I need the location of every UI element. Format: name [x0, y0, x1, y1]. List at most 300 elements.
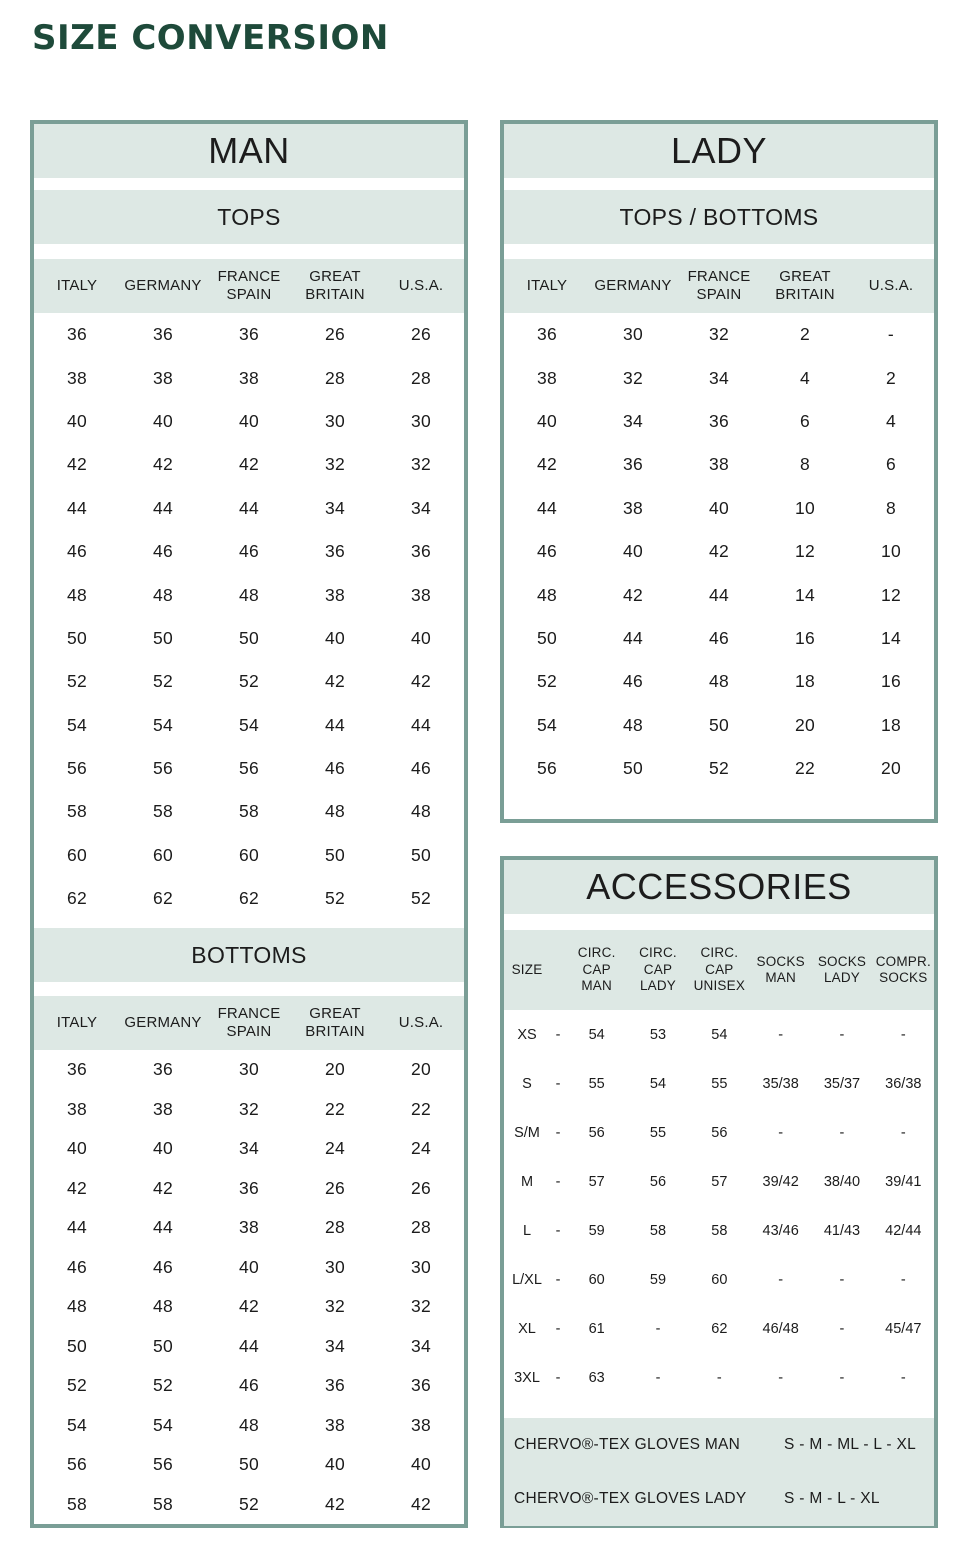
- table-cell: 36: [410, 541, 432, 562]
- table-cell: 50: [708, 714, 730, 735]
- table-row: [34, 1090, 464, 1130]
- table-cell: 42: [324, 1493, 346, 1514]
- table-row: [34, 1485, 464, 1525]
- column-header-line: U.S.A.: [398, 277, 444, 294]
- accessories-cell: 62: [711, 1320, 728, 1337]
- table-cell: 42: [410, 1493, 432, 1514]
- table-cell: 48: [622, 714, 644, 735]
- table-cell: 18: [794, 671, 816, 692]
- table-cell: 46: [708, 627, 730, 648]
- column-header-line: GERMANY: [124, 277, 202, 294]
- table-cell: 28: [324, 367, 346, 388]
- accessories-rows: [504, 1010, 934, 1402]
- table-cell: 46: [66, 541, 88, 562]
- accessories-header-line: CAP: [582, 961, 611, 977]
- table-cell: 32: [708, 324, 730, 345]
- table-cell: 22: [794, 758, 816, 779]
- table-cell: 40: [66, 410, 88, 431]
- accessories-cell: -: [555, 1222, 561, 1239]
- lady-title-band: [504, 124, 934, 178]
- accessories-header-line: SOCKS: [879, 970, 928, 985]
- table-row: [34, 790, 464, 833]
- table-cell: 48: [324, 801, 346, 822]
- table-cell: 62: [238, 888, 260, 909]
- table-cell: 60: [152, 844, 174, 865]
- accessories-cell: -: [716, 1369, 722, 1386]
- table-cell: 34: [238, 1138, 260, 1159]
- table-cell: 22: [324, 1098, 346, 1119]
- table-cell: 40: [324, 1454, 346, 1475]
- accessories-header-line: SIZE: [511, 961, 543, 977]
- table-row: [34, 487, 464, 530]
- accessories-cell: -: [839, 1271, 845, 1288]
- table-cell: 44: [410, 714, 432, 735]
- table-row: [34, 573, 464, 616]
- column-header: [676, 259, 762, 313]
- table-cell: 38: [66, 367, 88, 388]
- column-header-line: U.S.A.: [868, 277, 914, 294]
- table-row: [34, 313, 464, 356]
- table-cell: 40: [410, 1454, 432, 1475]
- accessories-cell: L: [522, 1222, 532, 1239]
- accessories-cell: -: [778, 1026, 784, 1043]
- accessories-cell: -: [900, 1124, 906, 1141]
- table-cell: 52: [324, 888, 346, 909]
- accessories-row: [504, 1206, 934, 1255]
- table-cell: 40: [238, 410, 260, 431]
- table-row: [504, 704, 934, 747]
- column-header-line: FRANCE: [217, 1005, 281, 1022]
- table-cell: 36: [238, 324, 260, 345]
- table-cell: 44: [152, 1217, 174, 1238]
- table-cell: 52: [66, 671, 88, 692]
- table-cell: 30: [238, 1059, 260, 1080]
- man-tops-header: [34, 259, 464, 313]
- table-row: [34, 530, 464, 573]
- table-cell: 34: [622, 410, 644, 431]
- accessories-header-line: LADY: [823, 970, 861, 985]
- gloves-man-row: [504, 1418, 934, 1472]
- accessories-cell: -: [655, 1369, 661, 1386]
- table-row: [504, 443, 934, 486]
- table-cell: 6: [885, 454, 897, 475]
- accessories-cell: -: [900, 1369, 906, 1386]
- table-cell: 52: [536, 671, 558, 692]
- table-row: [504, 747, 934, 790]
- accessories-cell: -: [900, 1271, 906, 1288]
- table-cell: 54: [152, 1414, 174, 1435]
- table-row: [504, 617, 934, 660]
- table-cell: 32: [324, 454, 346, 475]
- table-cell: 40: [152, 1138, 174, 1159]
- accessories-column-header: [750, 930, 811, 1010]
- accessories-cell: 58: [649, 1222, 667, 1239]
- accessories-cell: -: [839, 1369, 845, 1386]
- table-cell: 40: [536, 410, 558, 431]
- table-cell: 52: [152, 671, 174, 692]
- table-cell: 42: [66, 454, 88, 475]
- table-cell: 46: [324, 758, 346, 779]
- table-cell: 56: [238, 758, 260, 779]
- accessories-cell: -: [778, 1124, 784, 1141]
- accessories-cell: XL: [518, 1320, 536, 1337]
- table-cell: 42: [152, 1177, 174, 1198]
- accessories-cell: 55: [649, 1124, 667, 1141]
- table-cell: 8: [799, 454, 811, 475]
- table-cell: 58: [66, 801, 88, 822]
- accessories-column-header: [627, 930, 688, 1010]
- table-cell: 24: [410, 1138, 432, 1159]
- table-row: [504, 530, 934, 573]
- accessories-header-line: CIRC.: [577, 945, 616, 961]
- table-cell: 56: [66, 758, 88, 779]
- table-cell: 40: [152, 410, 174, 431]
- man-bottoms-title: BOTTOMS: [191, 941, 307, 968]
- table-cell: 46: [238, 1375, 260, 1396]
- column-header-line: GERMANY: [124, 1014, 202, 1031]
- table-row: [34, 400, 464, 443]
- column-header-line: ITALY: [56, 277, 98, 294]
- table-cell: 10: [880, 541, 902, 562]
- accessories-column-header: [811, 930, 872, 1010]
- column-header: [504, 259, 590, 313]
- table-cell: 52: [410, 888, 432, 909]
- table-cell: 52: [708, 758, 730, 779]
- man-tops-rows: [34, 313, 464, 920]
- table-cell: 36: [324, 1375, 346, 1396]
- accessories-cell: -: [778, 1271, 784, 1288]
- table-row: [504, 487, 934, 530]
- table-cell: 46: [152, 1256, 174, 1277]
- table-cell: 46: [410, 758, 432, 779]
- table-cell: 4: [885, 410, 897, 431]
- table-cell: 32: [410, 1296, 432, 1317]
- table-cell: 62: [66, 888, 88, 909]
- column-header-line: GREAT: [779, 268, 831, 285]
- table-cell: 32: [622, 367, 644, 388]
- table-cell: 34: [324, 1335, 346, 1356]
- accessories-cell: 41/43: [823, 1222, 861, 1239]
- table-cell: 32: [410, 454, 432, 475]
- table-cell: 26: [324, 1177, 346, 1198]
- table-cell: 24: [324, 1138, 346, 1159]
- accessories-header-line: CAP: [643, 961, 673, 977]
- table-cell: 42: [324, 671, 346, 692]
- table-cell: 56: [536, 758, 558, 779]
- table-cell: 48: [410, 801, 432, 822]
- column-header: [206, 259, 292, 313]
- accessories-cell: 3XL: [514, 1369, 540, 1386]
- table-row: [34, 1208, 464, 1248]
- table-row: [34, 660, 464, 703]
- column-header: [378, 259, 464, 313]
- lady-panel: [500, 120, 938, 823]
- accessories-cell: 46/48: [762, 1320, 799, 1337]
- accessories-cell: -: [555, 1271, 561, 1288]
- table-cell: 26: [410, 324, 432, 345]
- accessories-row: [504, 1010, 934, 1059]
- table-cell: 42: [708, 541, 730, 562]
- table-cell: 42: [238, 454, 260, 475]
- accessories-header-line: MAN: [581, 978, 612, 994]
- accessories-column-header: [873, 930, 934, 1010]
- accessories-cell: 35/37: [823, 1075, 861, 1092]
- table-cell: 38: [708, 454, 730, 475]
- table-cell: 38: [324, 584, 346, 605]
- table-cell: 26: [324, 324, 346, 345]
- table-cell: 32: [324, 1296, 346, 1317]
- accessories-cell: 39/42: [762, 1173, 799, 1190]
- table-row: [34, 1169, 464, 1209]
- table-row: [34, 704, 464, 747]
- table-cell: 4: [799, 367, 811, 388]
- accessories-cell: 43/46: [762, 1222, 799, 1239]
- accessories-panel: [500, 856, 938, 1528]
- accessories-cell: 35/38: [762, 1075, 799, 1092]
- table-cell: 28: [324, 1217, 346, 1238]
- table-cell: 36: [152, 1059, 174, 1080]
- accessories-column-header: [550, 930, 566, 1010]
- table-cell: 36: [708, 410, 730, 431]
- man-tops-band: [34, 190, 464, 244]
- table-cell: 28: [410, 1217, 432, 1238]
- accessories-row: [504, 1157, 934, 1206]
- table-cell: 42: [622, 584, 644, 605]
- column-header-line: GREAT: [309, 1005, 361, 1022]
- table-cell: 38: [536, 367, 558, 388]
- page-title: SIZE CONVERSION: [32, 18, 389, 58]
- table-cell: 42: [536, 454, 558, 475]
- column-header: [34, 259, 120, 313]
- man-bottoms-header: [34, 996, 464, 1050]
- accessories-cell: 56: [711, 1124, 728, 1141]
- accessories-header-line: SOCKS: [756, 953, 805, 969]
- gloves-lady-row: [504, 1472, 934, 1526]
- lady-header: [504, 259, 934, 313]
- table-cell: 50: [66, 627, 88, 648]
- table-row: [34, 1287, 464, 1327]
- table-cell: 36: [152, 324, 174, 345]
- accessories-cell: -: [900, 1026, 906, 1043]
- column-header-line: U.S.A.: [398, 1014, 444, 1031]
- table-cell: 54: [66, 1414, 88, 1435]
- accessories-cell: XS: [517, 1026, 537, 1043]
- accessories-cell: 39/41: [885, 1173, 922, 1190]
- table-cell: 50: [324, 844, 346, 865]
- table-row: [504, 573, 934, 616]
- table-cell: 58: [152, 1493, 174, 1514]
- table-cell: 60: [238, 844, 260, 865]
- accessories-column-header: [504, 930, 550, 1010]
- column-header-line: BRITAIN: [775, 286, 835, 303]
- table-cell: 38: [238, 1217, 260, 1238]
- table-cell: 56: [66, 1454, 88, 1475]
- table-cell: 56: [152, 758, 174, 779]
- table-row: [504, 660, 934, 703]
- table-cell: 34: [708, 367, 730, 388]
- accessories-title-band: [504, 860, 934, 914]
- table-row: [34, 617, 464, 660]
- table-row: [34, 1366, 464, 1406]
- column-header: [292, 996, 378, 1050]
- table-cell: 62: [152, 888, 174, 909]
- table-cell: 54: [66, 714, 88, 735]
- accessories-cell: 55: [588, 1075, 605, 1092]
- table-cell: 30: [324, 410, 346, 431]
- table-cell: 36: [238, 1177, 260, 1198]
- table-cell: 48: [238, 584, 260, 605]
- accessories-cell: -: [555, 1320, 561, 1337]
- table-row: [504, 400, 934, 443]
- table-row: [504, 313, 934, 356]
- column-header: [848, 259, 934, 313]
- accessories-cell: 36/38: [885, 1075, 922, 1092]
- column-header: [292, 259, 378, 313]
- lady-tops-bottoms-title: TOPS / BOTTOMS: [619, 203, 819, 230]
- table-row: [34, 1050, 464, 1090]
- table-cell: 40: [324, 627, 346, 648]
- table-cell: 36: [536, 324, 558, 345]
- column-header-line: FRANCE: [217, 268, 281, 285]
- accessories-row: [504, 1108, 934, 1157]
- table-row: [34, 1327, 464, 1367]
- accessories-cell: -: [555, 1369, 561, 1386]
- table-cell: 52: [66, 1375, 88, 1396]
- table-cell: 58: [238, 801, 260, 822]
- table-cell: 30: [410, 1256, 432, 1277]
- table-cell: 40: [238, 1256, 260, 1277]
- accessories-cell: 58: [711, 1222, 728, 1239]
- table-cell: 46: [536, 541, 558, 562]
- column-header: [378, 996, 464, 1050]
- lady-rows: [504, 313, 934, 790]
- table-cell: 58: [66, 1493, 88, 1514]
- table-cell: 52: [152, 1375, 174, 1396]
- table-cell: 46: [238, 541, 260, 562]
- lady-title: LADY: [670, 130, 768, 171]
- table-cell: 48: [66, 1296, 88, 1317]
- table-cell: 36: [66, 324, 88, 345]
- column-header-line: BRITAIN: [305, 1023, 365, 1040]
- accessories-cell: 54: [711, 1026, 728, 1043]
- man-panel: [30, 120, 468, 1528]
- table-cell: 54: [238, 714, 260, 735]
- accessories-cell: -: [839, 1026, 845, 1043]
- accessories-cell: 56: [649, 1173, 667, 1190]
- table-cell: 44: [708, 584, 730, 605]
- table-cell: 50: [66, 1335, 88, 1356]
- table-cell: 20: [880, 758, 902, 779]
- man-tops-title: TOPS: [217, 203, 281, 230]
- table-cell: 42: [238, 1296, 260, 1317]
- man-bottoms-band: [34, 928, 464, 982]
- accessories-header-line: UNISEX: [693, 978, 746, 994]
- table-cell: 46: [622, 671, 644, 692]
- accessories-header-line: SOCKS: [817, 953, 867, 969]
- accessories-cell: S/M: [514, 1124, 540, 1141]
- accessories-header-line: CIRC.: [700, 945, 739, 961]
- accessories-cell: 63: [588, 1369, 605, 1386]
- table-cell: 48: [66, 584, 88, 605]
- accessories-cell: L/XL: [512, 1271, 542, 1288]
- accessories-cell: -: [555, 1026, 561, 1043]
- table-cell: 42: [152, 454, 174, 475]
- table-cell: 52: [238, 1493, 260, 1514]
- accessories-cell: 38/40: [823, 1173, 861, 1190]
- accessories-cell: 60: [588, 1271, 605, 1288]
- table-cell: 26: [410, 1177, 432, 1198]
- table-cell: 38: [410, 1414, 432, 1435]
- column-header: [34, 996, 120, 1050]
- column-header-line: ITALY: [526, 277, 568, 294]
- gloves-lady-label: CHERVO®-TEX GLOVES LADY: [514, 1490, 747, 1507]
- accessories-cell: 57: [711, 1173, 728, 1190]
- accessories-header: [504, 930, 934, 1010]
- man-bottoms-rows: [34, 1050, 464, 1524]
- table-cell: 12: [794, 541, 816, 562]
- accessories-cell: 59: [588, 1222, 605, 1239]
- accessories-cell: 61: [588, 1320, 605, 1337]
- table-cell: 50: [238, 627, 260, 648]
- column-header-line: SPAIN: [226, 1023, 272, 1040]
- table-row: [34, 834, 464, 877]
- table-cell: 36: [324, 541, 346, 562]
- accessories-row: [504, 1059, 934, 1108]
- table-cell: 44: [622, 627, 644, 648]
- table-cell: 16: [794, 627, 816, 648]
- accessories-cell: -: [555, 1075, 561, 1092]
- column-header-line: ITALY: [56, 1014, 98, 1031]
- column-header: [762, 259, 848, 313]
- table-cell: 36: [410, 1375, 432, 1396]
- table-cell: 22: [410, 1098, 432, 1119]
- table-cell: 44: [536, 497, 558, 518]
- accessories-column-header: [566, 930, 627, 1010]
- accessories-row: [504, 1255, 934, 1304]
- accessories-row: [504, 1353, 934, 1402]
- column-header-line: SPAIN: [696, 286, 742, 303]
- table-cell: 46: [66, 1256, 88, 1277]
- table-cell: 32: [238, 1098, 260, 1119]
- column-header-line: GERMANY: [594, 277, 672, 294]
- table-cell: 44: [324, 714, 346, 735]
- accessories-cell: 53: [649, 1026, 667, 1043]
- table-cell: 44: [66, 497, 88, 518]
- accessories-header-line: CAP: [705, 961, 734, 977]
- table-cell: -: [887, 324, 895, 345]
- table-cell: 20: [410, 1059, 432, 1080]
- accessories-cell: 55: [711, 1075, 728, 1092]
- table-cell: 2: [885, 367, 897, 388]
- table-cell: 58: [152, 801, 174, 822]
- table-cell: 12: [880, 584, 902, 605]
- table-cell: 38: [324, 1414, 346, 1435]
- accessories-header-line: MAN: [765, 970, 796, 985]
- table-cell: 38: [152, 367, 174, 388]
- table-cell: 44: [152, 497, 174, 518]
- table-cell: 2: [799, 324, 811, 345]
- table-cell: 36: [66, 1059, 88, 1080]
- lady-tops-bottoms-band: [504, 190, 934, 244]
- table-cell: 40: [622, 541, 644, 562]
- accessories-cell: 56: [588, 1124, 605, 1141]
- table-cell: 50: [238, 1454, 260, 1475]
- table-cell: 50: [152, 1335, 174, 1356]
- column-header: [206, 996, 292, 1050]
- table-row: [34, 443, 464, 486]
- table-row: [34, 747, 464, 790]
- table-cell: 40: [708, 497, 730, 518]
